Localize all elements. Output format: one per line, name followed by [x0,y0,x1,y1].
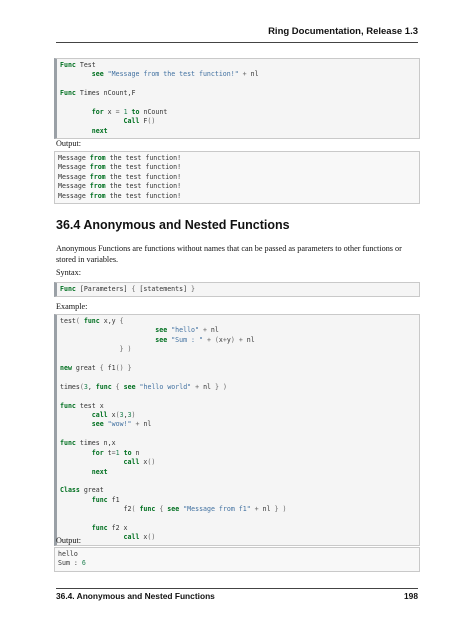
code-line: call x() [123,458,156,467]
code-line [60,477,419,486]
code-line: Message from the test function! [58,154,182,162]
code-line: for t=1 to n [91,448,140,457]
code-line: Message from the test function! [58,191,182,200]
code-line: func test x [60,401,104,410]
output-block-2 [54,547,420,572]
code-line: func times n,x [60,439,116,448]
code-line: see "Sum : " + (x+y) + nl [155,335,255,344]
code-line [60,515,419,524]
syntax-code-block [54,282,420,297]
code-line: } ) [119,345,132,354]
code-line: hello [58,550,78,558]
code-line: call x() [123,533,156,542]
code-line: f2( func { see "Message from f1" + nl } ) [60,505,287,514]
output-label-2: Output: [56,536,82,545]
code-line: Class great [60,486,104,495]
code-line: see "wow!" + nl [91,420,152,429]
code-line: Sum : 6 [58,559,86,568]
code-line: Message from the test function! [58,163,182,172]
output-label: Output: [56,139,82,148]
code-line [60,373,419,382]
code-line: Message from the test function! [58,182,182,191]
footer-section: 36.4. Anonymous and Nested Functions [56,591,215,601]
code-block-example [54,314,420,546]
code-line: Func Test [60,61,96,69]
code-line: Message from the test function! [58,172,182,181]
code-line: func f1 [91,495,120,504]
code-line [60,80,419,89]
code-line: see "hello" + nl [155,326,219,335]
code-line: test( func x,y { [60,317,124,325]
syntax-label: Syntax: [56,268,82,277]
code-line: next [91,467,108,476]
code-line: Func Times nCount,F [60,89,136,98]
code-line: new great { f1() } [60,364,132,373]
section-heading: 36.4 Anonymous and Nested Functions [56,218,290,232]
intro-paragraph: Anonymous Functions are functions without names that can be passed as parameters to other functions or stored in variables. [56,244,402,264]
page-number: 198 [404,591,418,601]
code-line [60,430,419,439]
example-label: Example: [56,302,88,311]
code-line [60,355,419,364]
code-line: call x(3,3) [91,411,136,420]
footer-rule [56,588,418,589]
code-line [60,99,419,108]
code-line: Call F() [123,117,156,126]
header-rule [56,42,418,43]
code-line: Func [Parameters] { [statements] } [60,285,196,293]
code-block-test-function [54,58,420,139]
code-line: func f2 x [91,523,128,532]
code-line: see "Message from the test function!" + nl [91,70,259,79]
code-line: for x = 1 to nCount [91,108,168,117]
code-line: next [91,126,108,135]
output-block-1 [54,151,420,204]
code-line: times(3, func { see "hello world" + nl } ) [60,382,227,391]
running-header: Ring Documentation, Release 1.3 [268,26,418,37]
code-line [60,392,419,401]
footer [56,591,418,601]
